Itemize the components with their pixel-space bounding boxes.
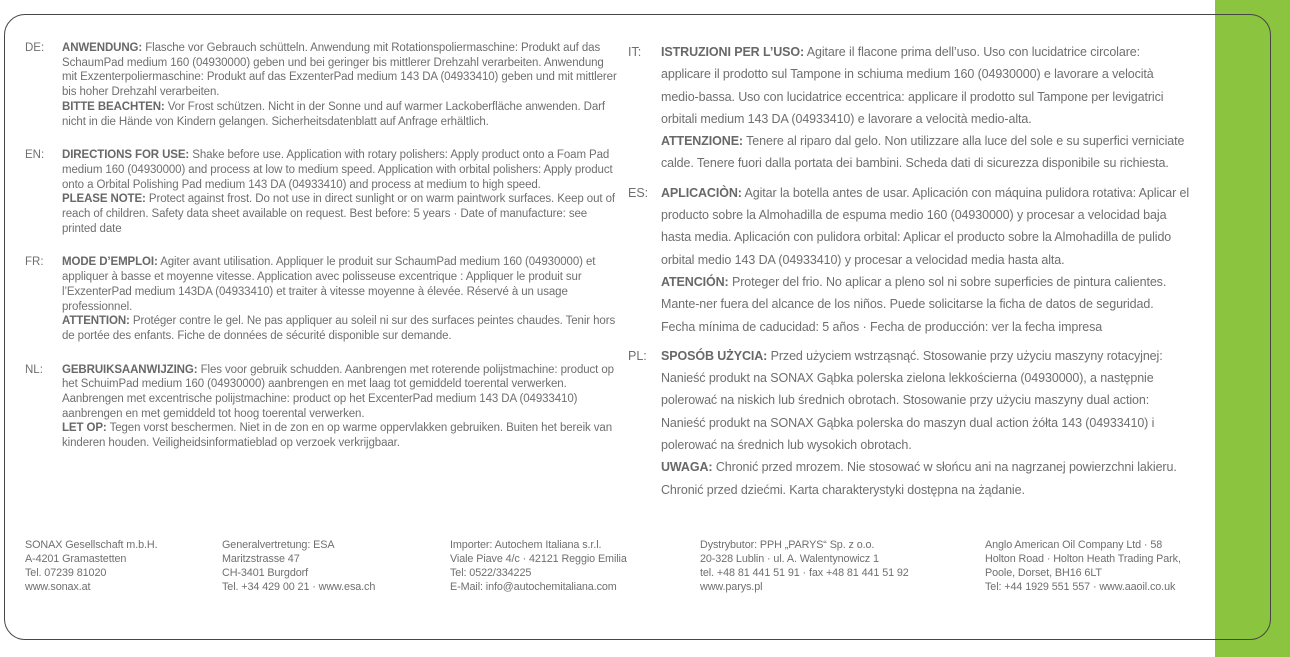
address-line: CH-3401 Burgdorf (222, 567, 309, 579)
paragraph-body: Tegen vorst beschermen. Niet in de zon en op warme oppervlakken gebruiken. Buiten het bereik van kinderen houden. Veiligheidsinformatieblad op verzoek verkrijgbaar. (62, 422, 613, 450)
paragraph (62, 148, 618, 192)
address-line: Importer: Autochem Italiana s.r.l. (450, 539, 602, 551)
paragraph-body: Protect against frost. Do not use in direct sunlight or on warm paintwork surfaces. Keep out of reach of children. Safety data sheet available on request. Best before: 5 years · Date of manufacture: see printed date (62, 193, 615, 235)
lang-code-de: DE: (25, 42, 45, 54)
address-line: Tel. +34 429 00 21 · www.esa.ch (222, 581, 376, 593)
section-text-pl (661, 345, 1190, 501)
footer-col-sonax (25, 538, 222, 594)
paragraph-body: Proteger del frio. No aplicar a pleno sol ni sobre superficies de pintura calientes. Mante-ner fuera del alcance de los niños. Puede solicitarse la ficha de datos de seguridad. Fecha mínima de caducidad: 5 años · Fecha de producción: ver la fecha impresa (661, 274, 1167, 334)
paragraph (62, 255, 618, 314)
paragraph (62, 314, 618, 343)
address-line: Tel: +44 1929 551 557 · www.aaoil.co.uk (985, 581, 1176, 593)
paragraph (661, 182, 1190, 271)
paragraph-heading: APLICACIÒN: (661, 185, 742, 200)
footer-col-autochem (450, 538, 700, 594)
paragraph-body: Vor Frost schützen. Nicht in der Sonne und auf warmer Lackoberfläche anwenden. Darf nicht in die Hände von Kindern gelangen. Sicherheitsdatenblatt auf Anfrage erhältlich. (62, 100, 605, 128)
section-text-es (661, 182, 1190, 338)
paragraph (62, 363, 618, 422)
paragraph-heading: UWAGA: (661, 460, 713, 475)
lang-section-en (25, 148, 618, 236)
paragraph-heading: ANWENDUNG: (62, 42, 143, 54)
lang-section-fr (25, 255, 618, 343)
right-text-column (628, 41, 1190, 508)
paragraph-heading: SPOSÓB UŻYCIA: (661, 348, 768, 363)
footer-address-row (25, 538, 1190, 594)
address-line: Maritzstrasse 47 (222, 553, 300, 565)
lang-code-nl: NL: (25, 363, 43, 376)
paragraph (661, 345, 1190, 456)
address-line: Generalvertretung: ESA (222, 539, 335, 551)
address-line: Poole, Dorset, BH16 6LT (985, 567, 1102, 579)
section-text-de (62, 41, 618, 129)
section-text-it (661, 41, 1190, 175)
section-text-en (62, 148, 618, 236)
address-line: Viale Piave 4/c · 42121 Reggio Emilia (450, 553, 627, 565)
lang-section-es (628, 182, 1190, 338)
address-line: Tel: 0522/334225 (450, 567, 532, 579)
footer-col-aaoil (985, 538, 1190, 594)
lang-code-it: IT: (628, 45, 642, 59)
paragraph-body: Agiter avant utilisation. Appliquer le produit sur SchaumPad medium 160 (04930000) et appliquer à basse et moyenne vitesse. Application avec polisseuse excentrique : Appliquer le produit sur l’ExzenterPad medium 143DA (04933410) et traiter à vitesse moyenne à élevée. Réservé à un usage professionnel. (62, 256, 596, 313)
paragraph-heading: BITTE BEACHTEN: (62, 100, 165, 113)
paragraph (62, 41, 618, 100)
footer-col-parys (700, 538, 985, 594)
paragraph-body: Chronić przed mrozem. Nie stosować w słońcu ani na nagrzanej powierzchni lakieru. Chronić przed dziećmi. Karta charakterystyki dostępna na żądanie. (661, 460, 1177, 497)
paragraph (62, 100, 618, 129)
paragraph (661, 271, 1190, 338)
address-line: SONAX Gesellschaft m.b.H. (25, 539, 158, 551)
left-text-column (25, 41, 618, 470)
address-line: Dystrybutor: PPH „PARYS“ Sp. z o.o. (700, 539, 875, 551)
address-line: Anglo American Oil Company Ltd · 58 (985, 539, 1163, 551)
paragraph-heading: ATTENTION: (62, 315, 130, 328)
paragraph (661, 456, 1190, 501)
paragraph-body: Shake before use. Application with rotary polishers: Apply product onto a Foam Pad medium 160 (04930000) and process at low to medium speed. Application with orbital polishers: Apply product onto a Orbital Polishing Pad medium 143 DA (04933410) and process at medium to high speed. (62, 149, 613, 191)
paragraph (62, 192, 618, 236)
paragraph-heading: ATTENZIONE: (661, 134, 743, 149)
lang-section-nl (25, 363, 618, 451)
address-line: www.parys.pl (700, 581, 763, 593)
paragraph (62, 421, 618, 450)
lang-section-pl (628, 345, 1190, 501)
paragraph-body: Flasche vor Gebrauch schütteln. Anwendung mit Rotationspoliermaschine: Produkt auf das SchaumPad medium 160 (04930000) geben und bei geringer bis mittlerer Drehzahl verarbeiten. Anwendung mit Exzenterpoliermaschine: Produkt auf das ExzenterPad medium 143 DA (04933410) geben und mit mittlerer bis hoher Drehzahl verarbeiten. (62, 42, 617, 99)
paragraph (661, 41, 1190, 130)
address-line: Holton Road · Holton Heath Trading Park, (985, 553, 1181, 565)
lang-code-fr: FR: (25, 256, 44, 269)
paragraph-heading: ISTRUZIONI PER L’USO: (661, 45, 805, 59)
paragraph-heading: DIRECTIONS FOR USE: (62, 149, 190, 162)
paragraph-body: Agitare il flacone prima dell’uso. Uso con lucidatrice circolare: applicare il prodotto sul Tampone in schiuma medium 160 (04930000) e lavorare a velocità medio-bassa. Uso con lucidatrice eccentrica: applicare il prodotto sul Tampone per levigatrici orbitali medium 143 DA (04933410) e lavorare a velocità medio-alta. (661, 45, 1164, 126)
lang-section-it (628, 41, 1190, 175)
address-line: 20-328 Lublin · ul. A. Walentynowicz 1 (700, 553, 879, 565)
lang-code-en: EN: (25, 149, 45, 162)
paragraph-body: Przed użyciem wstrząsnąć. Stosowanie przy użyciu maszyny rotacyjnej: Nanieść produkt na SONAX Gąbka polerska zielona lekkościerna (04930000), a następnie polerować na niskich lub średnich obrotach. Stosowanie przy użyciu maszyny dual action: Nanieść produkt na SONAX Gąbka polerska do maszyn dual action żółta 143 (04933410) i polerować na średnich lub wysokich obrotach. (661, 348, 1163, 453)
address-line: A-4201 Gramastetten (25, 553, 127, 565)
paragraph-heading: GEBRUIKSAANWIJZING: (62, 363, 198, 376)
paragraph-heading: LET OP: (62, 422, 107, 435)
address-line: Tel. 07239 81020 (25, 567, 107, 579)
paragraph-body: Agitar la botella antes de usar. Aplicación con máquina pulidora rotativa: Aplicar el producto sobre la Almohadilla de espuma medio 160 (04930000) y procesar a velocidad baja hasta media. Aplicación con pulidora orbital: Aplicar el producto sobre la Almohadilla de pulido orbital medio 143 DA (04933410) y procesar a velocidad media hasta alta. (661, 185, 1190, 267)
paragraph-body: Fles voor gebruik schudden. Aanbrengen met roterende polijstmachine: product op het SchuimPad medium 160 (04930000) aanbrengen en met laag tot gemiddeld toerental verwerken. Aanbrengen met excentrische polijstmachine: product op het ExcenterPad medium 143 DA (04933410) aanbrengen en met gemiddeld tot hoog toerental verwerken. (62, 363, 614, 420)
paragraph-heading: MODE D’EMPLOI: (62, 256, 158, 269)
address-line: tel. +48 81 441 51 91 · fax +48 81 441 51 92 (700, 567, 909, 579)
paragraph-heading: ATENCIÓN: (661, 274, 729, 289)
paragraph (661, 130, 1190, 175)
section-text-nl (62, 363, 618, 451)
lang-code-es: ES: (628, 185, 649, 200)
section-text-fr (62, 255, 618, 343)
address-line: www.sonax.at (25, 581, 91, 593)
paragraph-body: Protéger contre le gel. Ne pas appliquer au soleil ni sur des surfaces peintes chaudes. Tenir hors de portée des enfants. Fiche de données de sécurité disponible sur demande. (62, 315, 616, 342)
lang-code-pl: PL: (628, 348, 647, 363)
footer-col-esa (222, 538, 450, 594)
lang-section-de (25, 41, 618, 129)
paragraph-heading: PLEASE NOTE: (62, 193, 146, 206)
address-line: E-Mail: info@autochemitaliana.com (450, 581, 617, 593)
paragraph-body: Tenere al riparo dal gelo. Non utilizzare alla luce del sole e su superfici verniciate calde. Tenere fuori dalla portata dei bambini. Scheda dati di sicurezza disponibile su richiesta. (661, 134, 1185, 171)
